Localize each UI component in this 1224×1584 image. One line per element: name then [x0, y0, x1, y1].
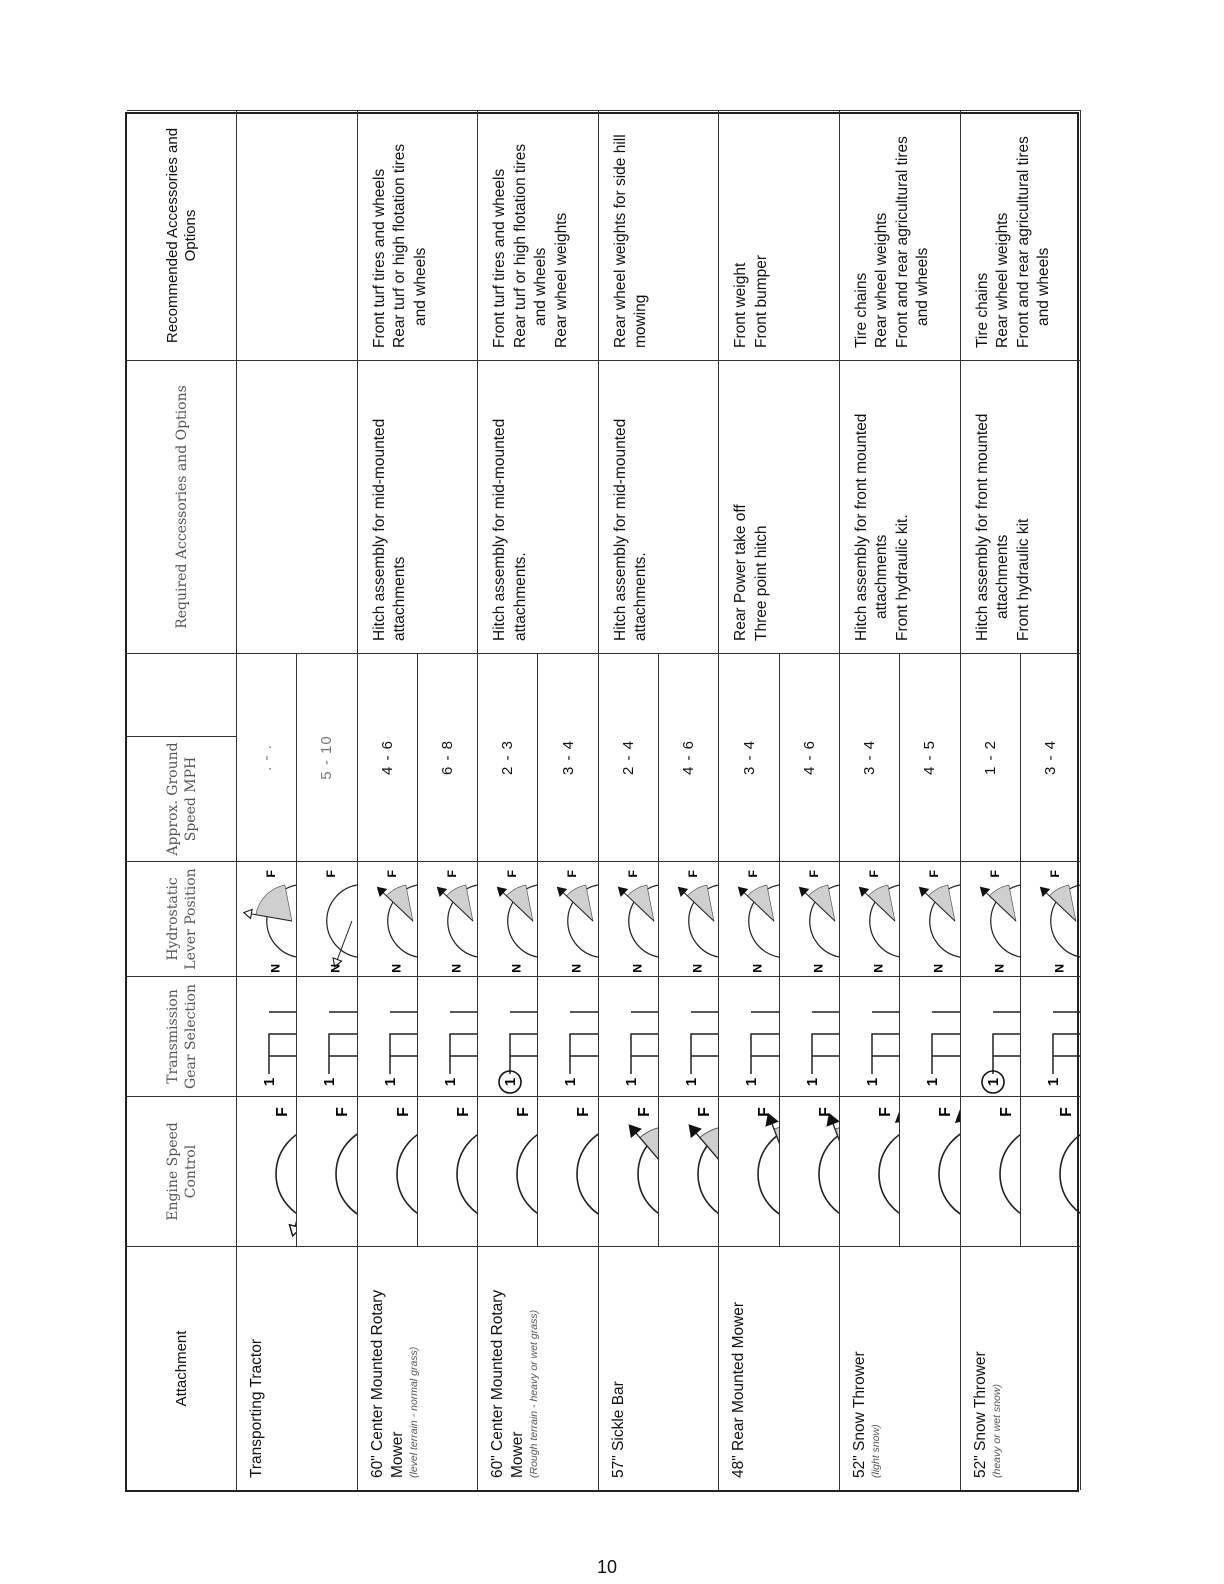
recommended-item: Rear wheel weights for side hill — [611, 134, 629, 348]
hydro-shaded-range — [386, 885, 413, 921]
hydro-gauge-svg — [599, 863, 659, 976]
hydro-label-n: N — [509, 963, 524, 973]
attachment-name-cell — [237, 1246, 358, 1490]
ground-speed-cell: 3 - 4 — [1021, 653, 1081, 861]
header-hydrostatic: Hydrostatic Lever Position — [127, 861, 237, 976]
gear-1-label: 1 — [441, 1077, 459, 1087]
engine-arc — [517, 1127, 538, 1222]
hydro-gauge-svg — [418, 863, 478, 976]
hydro-lever — [338, 921, 353, 960]
engine-arc — [939, 1127, 960, 1222]
gear-selection-diagram — [659, 976, 719, 1096]
engine-speed-diagram — [961, 1096, 1021, 1246]
engine-gauge-svg — [900, 1098, 960, 1246]
hydro-label-f: F — [445, 870, 460, 878]
engine-arc — [457, 1127, 478, 1222]
engine-arc — [879, 1127, 900, 1222]
engine-label-f: F — [696, 1107, 714, 1117]
hydrostatic-lever-diagram — [297, 861, 357, 976]
hydrostatic-lever-diagram — [418, 861, 478, 976]
gear-pattern-lines — [329, 1012, 357, 1074]
engine-speed-diagram — [237, 1096, 297, 1246]
hydro-gauge-svg — [358, 863, 418, 976]
engine-label-f: F — [876, 1107, 894, 1117]
ground-speed-cell: 3 - 4 — [840, 653, 900, 861]
gear-selection-diagram — [538, 976, 598, 1096]
recommended-item: Front and rear agricultural tires — [1014, 136, 1032, 348]
recommended-item: Front bumper — [752, 254, 770, 348]
gear-selection-diagram — [297, 976, 357, 1096]
recommended-item: Rear wheel weights — [552, 212, 570, 348]
gear-1-label: 1 — [321, 1077, 339, 1087]
hydrostatic-lever-diagram — [599, 861, 659, 976]
hydro-gauge-svg — [237, 863, 297, 976]
attachment-name: 48" Rear Mounted Mower — [730, 1301, 748, 1478]
hydro-label-f: F — [746, 870, 761, 878]
engine-gauge-svg — [780, 1098, 840, 1246]
hydrostatic-lever-diagram — [659, 861, 719, 976]
recommended-item: Tire chains — [852, 272, 870, 348]
engine-speed-diagram — [538, 1096, 598, 1246]
hydro-shaded-range — [989, 885, 1016, 921]
gear-selection-diagram — [1021, 976, 1081, 1096]
attachment-name: Transporting Tractor — [248, 1339, 265, 1478]
hydro-gauge-svg — [297, 863, 357, 976]
engine-gauge-svg — [599, 1098, 659, 1246]
recommended-accessories-cell — [719, 110, 840, 360]
gear-1-label: 1 — [924, 1077, 942, 1087]
hydrostatic-lever-diagram — [780, 861, 840, 976]
gear-1-label: 1 — [803, 1077, 821, 1087]
hydro-label-n: N — [268, 963, 283, 973]
gear-selection-diagram — [780, 976, 840, 1096]
recommended-accessories-cell — [599, 110, 720, 360]
hydrostatic-lever-diagram — [719, 861, 779, 976]
required-item: Front hydraulic kit — [1014, 518, 1032, 641]
attachment-name: 60" Center Mounted Rotary Mower — [368, 1289, 406, 1478]
hydro-label-n: N — [328, 963, 343, 973]
gear-shift-pattern-svg — [900, 978, 960, 1096]
hydro-label-n: N — [931, 963, 946, 973]
gear-1-label: 1 — [622, 1077, 640, 1087]
hydro-shaded-range — [868, 885, 895, 921]
hydro-shaded-range — [929, 885, 956, 921]
required-item: attachments — [391, 556, 409, 641]
hydro-shaded-range — [748, 885, 775, 921]
attachment-name-cell — [599, 1246, 720, 1490]
hydro-gauge-svg — [478, 863, 538, 976]
attachment-note: (Rough terrain - heavy or wet grass) — [528, 1309, 541, 1478]
hydro-label-n: N — [811, 963, 826, 973]
engine-speed-diagram — [840, 1096, 900, 1246]
gear-pattern-lines — [570, 1012, 598, 1074]
ground-speed-cell: 2 - 4 — [599, 653, 659, 861]
gear-shift-pattern-svg — [297, 978, 357, 1096]
hydro-lever-knob-icon — [244, 909, 252, 918]
gear-pattern-lines — [932, 1012, 960, 1074]
gear-shift-pattern-svg — [478, 978, 538, 1096]
ground-speed-cell: . - . — [237, 653, 297, 861]
ground-speed-cell: 5 - 10 — [297, 653, 357, 861]
hydro-shaded-range — [627, 885, 654, 921]
attachment-name: 52" Snow Thrower — [971, 1351, 989, 1478]
engine-gauge-svg — [1021, 1098, 1081, 1246]
recommended-item: and wheels — [411, 247, 429, 326]
engine-gauge-svg — [538, 1098, 598, 1246]
engine-gauge-svg — [418, 1098, 478, 1246]
engine-lever-knob-icon — [629, 1125, 640, 1137]
gear-selection-diagram — [237, 976, 297, 1096]
recommended-accessories-cell — [478, 110, 599, 360]
recommended-item: and wheels — [1035, 247, 1053, 326]
ground-speed-cell: 1 - 2 — [961, 653, 1021, 861]
attachment-note: (heavy or wet snow) — [990, 1384, 1003, 1478]
hydro-shaded-range — [808, 885, 835, 921]
gear-selection-diagram — [478, 976, 538, 1096]
gear-pattern-lines — [691, 1012, 719, 1074]
hydrostatic-lever-diagram — [1021, 861, 1081, 976]
required-item: attachments. — [632, 552, 650, 641]
hydro-label-n: N — [570, 963, 585, 973]
gear-shift-pattern-svg — [538, 978, 598, 1096]
header-required: Required Accessories and Options — [127, 360, 237, 653]
gear-pattern-lines — [510, 1012, 538, 1074]
required-item: attachments — [994, 534, 1012, 619]
engine-gauge-svg — [478, 1098, 538, 1246]
hydrostatic-lever-diagram — [478, 861, 538, 976]
engine-label-f: F — [635, 1107, 653, 1117]
engine-label-f: F — [756, 1107, 774, 1117]
gear-shift-pattern-svg — [237, 978, 297, 1096]
gear-pattern-lines — [450, 1012, 478, 1074]
header-transmission: Transmission Gear Selection — [127, 976, 237, 1096]
engine-gauge-svg — [358, 1098, 418, 1246]
recommended-item: Tire chains — [973, 272, 991, 348]
hydro-shaded-range — [446, 885, 473, 921]
recommended-accessories-cell — [961, 110, 1082, 360]
engine-arc — [276, 1127, 297, 1222]
hydro-gauge-svg — [719, 863, 779, 976]
gear-pattern-lines — [1053, 1012, 1081, 1074]
gear-pattern-lines — [269, 1012, 297, 1074]
attachment-name: 60" Center Mounted Rotary Mower — [489, 1289, 527, 1478]
gear-pattern-lines — [812, 1012, 840, 1074]
attachment-name-cell — [719, 1246, 840, 1490]
engine-label-f: F — [394, 1107, 412, 1117]
gear-shift-pattern-svg — [961, 978, 1021, 1096]
engine-speed-diagram — [599, 1096, 659, 1246]
engine-speed-diagram — [1021, 1096, 1081, 1246]
engine-gauge-svg — [961, 1098, 1021, 1246]
required-item: Hitch assembly for mid-mounted — [491, 418, 509, 641]
engine-speed-diagram — [478, 1096, 538, 1246]
engine-arc — [397, 1127, 418, 1222]
required-item: Hitch assembly for mid-mounted — [370, 418, 388, 641]
engine-speed-diagram — [418, 1096, 478, 1246]
recommended-item: Rear wheel weights — [994, 212, 1012, 348]
ground-speed-cell: 3 - 4 — [538, 653, 598, 861]
hydro-label-f: F — [806, 870, 821, 878]
rotated-table-wrapper — [125, 112, 1079, 1492]
engine-label-f: F — [515, 1107, 533, 1117]
hydro-label-n: N — [389, 963, 404, 973]
gear-selection-diagram — [900, 976, 960, 1096]
engine-gauge-svg — [840, 1098, 900, 1246]
header-attachment: Attachment — [127, 1246, 237, 1490]
required-accessories-cell — [719, 360, 840, 653]
hydrostatic-lever-diagram — [538, 861, 598, 976]
required-item: Hitch assembly for mid-mounted — [611, 418, 629, 641]
gear-pattern-lines — [751, 1012, 779, 1074]
hydro-gauge-svg — [900, 863, 960, 976]
required-item: Three point hitch — [752, 525, 770, 641]
required-accessories-cell — [599, 360, 720, 653]
engine-arc — [1060, 1127, 1081, 1222]
recommended-item: mowing — [632, 294, 650, 348]
required-accessories-cell — [840, 360, 961, 653]
engine-arc — [758, 1127, 779, 1222]
hydro-label-f: F — [565, 870, 580, 878]
recommended-accessories-cell — [237, 110, 358, 360]
hydro-shaded-range — [687, 885, 714, 921]
hydro-shaded-range — [1049, 885, 1076, 921]
gear-1-label: 1 — [683, 1077, 701, 1087]
engine-arc — [819, 1127, 840, 1222]
engine-gauge-svg — [719, 1098, 779, 1246]
page-number: 10 — [597, 1557, 618, 1577]
attachment-name-cell — [478, 1246, 599, 1490]
gear-shift-pattern-svg — [659, 978, 719, 1096]
gear-selection-diagram — [961, 976, 1021, 1096]
gear-selection-diagram — [599, 976, 659, 1096]
attachment-name-cell — [840, 1246, 961, 1490]
engine-speed-diagram — [900, 1096, 960, 1246]
engine-arc — [578, 1127, 599, 1222]
engine-shaded-range — [640, 1127, 659, 1174]
recommended-item: Rear turf or high flotation tires — [511, 143, 529, 348]
required-item: Front hydraulic kit. — [893, 514, 911, 641]
gear-pattern-lines — [872, 1012, 900, 1074]
required-item: Rear Power take off — [732, 504, 750, 641]
engine-label-f: F — [334, 1107, 352, 1117]
hydro-label-f: F — [686, 870, 701, 878]
engine-speed-diagram — [297, 1096, 357, 1246]
hydro-shaded-range — [507, 885, 534, 921]
engine-gauge-svg — [659, 1098, 719, 1246]
gear-shift-pattern-svg — [1021, 978, 1081, 1096]
recommended-item: Front turf tires and wheels — [370, 168, 388, 348]
gear-1-label: 1 — [261, 1077, 278, 1087]
hydrostatic-lever-diagram — [358, 861, 418, 976]
engine-label-f: F — [816, 1107, 834, 1117]
gear-selection-diagram — [840, 976, 900, 1096]
required-accessories-cell — [961, 360, 1082, 653]
recommended-item: Front and rear agricultural tires — [893, 136, 911, 348]
gear-pattern-lines — [390, 1012, 418, 1074]
gear-1-label: 1 — [562, 1077, 580, 1087]
ground-speed-cell: 4 - 5 — [900, 653, 960, 861]
engine-speed-diagram — [780, 1096, 840, 1246]
gear-shift-pattern-svg — [599, 978, 659, 1096]
required-item: attachments. — [511, 552, 529, 641]
gear-shift-pattern-svg — [358, 978, 418, 1096]
engine-label-f: F — [1057, 1107, 1075, 1117]
hydro-shaded-range — [567, 885, 594, 921]
required-item: attachments — [873, 534, 891, 619]
hydro-label-f: F — [505, 870, 520, 878]
engine-arc — [1000, 1127, 1021, 1222]
gear-shift-pattern-svg — [418, 978, 478, 1096]
gear-1-label: 1 — [502, 1077, 520, 1087]
engine-shaded-range — [700, 1127, 719, 1174]
gear-1-label: 1 — [743, 1077, 761, 1087]
recommended-item: Front turf tires and wheels — [491, 168, 509, 348]
gear-selection-diagram — [418, 976, 478, 1096]
hydro-gauge-svg — [780, 863, 840, 976]
recommended-accessories-cell — [840, 110, 961, 360]
ground-speed-cell: 4 - 6 — [358, 653, 418, 861]
hydro-label-n: N — [630, 963, 645, 973]
gear-shift-pattern-svg — [840, 978, 900, 1096]
engine-gauge-svg — [297, 1098, 357, 1246]
hydrostatic-lever-diagram — [900, 861, 960, 976]
engine-label-f: F — [937, 1107, 955, 1117]
engine-lever-knob-icon — [690, 1125, 701, 1137]
hydro-label-n: N — [871, 963, 886, 973]
engine-label-f: F — [997, 1107, 1015, 1117]
engine-gauge-svg — [237, 1098, 297, 1246]
gear-shift-pattern-svg — [719, 978, 779, 1096]
engine-speed-diagram — [659, 1096, 719, 1246]
hydro-label-n: N — [449, 963, 464, 973]
ground-speed-cell: 4 - 6 — [780, 653, 840, 861]
required-accessories-cell — [237, 360, 358, 653]
hydro-label-f: F — [1047, 870, 1062, 878]
engine-label-f: F — [575, 1107, 593, 1117]
engine-speed-diagram — [719, 1096, 779, 1246]
gear-shift-pattern-svg — [780, 978, 840, 1096]
recommended-item: Rear turf or high flotation tires — [391, 143, 409, 348]
attachment-name-cell — [961, 1246, 1082, 1490]
ground-speed-cell: 4 - 6 — [659, 653, 719, 861]
recommended-item: Front weight — [732, 262, 750, 348]
hydrostatic-lever-diagram — [237, 861, 297, 976]
hydro-label-n: N — [992, 963, 1007, 973]
gear-1-label: 1 — [1044, 1077, 1062, 1087]
hydro-label-f: F — [987, 870, 1002, 878]
attachment-note: (level terrain - normal grass) — [407, 1346, 420, 1478]
attachment-operating-table — [125, 112, 1079, 1492]
hydrostatic-lever-diagram — [961, 861, 1021, 976]
gear-selection-diagram — [358, 976, 418, 1096]
header-ground-speed-2 — [127, 653, 237, 736]
hydro-label-f: F — [384, 870, 399, 878]
gear-pattern-lines — [631, 1012, 659, 1074]
hydro-label-n: N — [690, 963, 705, 973]
required-item: Hitch assembly for front mounted — [852, 413, 870, 641]
recommended-accessories-cell — [358, 110, 479, 360]
hydro-label-f: F — [324, 870, 339, 878]
attachment-name-cell — [358, 1246, 479, 1490]
header-engine-speed: Engine Speed Control — [127, 1096, 237, 1246]
hydrostatic-lever-diagram — [840, 861, 900, 976]
required-accessories-cell — [358, 360, 479, 653]
ground-speed-cell: 2 - 3 — [478, 653, 538, 861]
gear-selection-diagram — [719, 976, 779, 1096]
required-accessories-cell — [478, 360, 599, 653]
hydro-gauge-svg — [840, 863, 900, 976]
hydro-gauge-svg — [1021, 863, 1081, 976]
hydro-label-n: N — [751, 963, 766, 973]
recommended-item: and wheels — [914, 247, 932, 326]
attachment-name: 52" Snow Thrower — [850, 1351, 868, 1478]
hydro-label-f: F — [264, 870, 279, 878]
gear-1-label: 1 — [381, 1077, 399, 1087]
header-recommended: Recommended Accessories and Options — [127, 110, 237, 360]
gear-1-label: 1 — [984, 1077, 1002, 1087]
hydro-label-f: F — [867, 870, 882, 878]
hydro-label-n: N — [1052, 963, 1067, 973]
engine-arc — [336, 1127, 357, 1222]
hydro-gauge-svg — [961, 863, 1021, 976]
engine-label-f: F — [274, 1107, 291, 1117]
hydro-gauge-svg — [659, 863, 719, 976]
ground-speed-cell: 6 - 8 — [418, 653, 478, 861]
engine-speed-diagram — [358, 1096, 418, 1246]
hydro-label-f: F — [625, 870, 640, 878]
engine-lever-knob-icon — [289, 1225, 297, 1236]
attachment-note: (light snow) — [869, 1424, 882, 1478]
gear-pattern-lines — [993, 1012, 1021, 1074]
required-item: Hitch assembly for front mounted — [973, 413, 991, 641]
engine-label-f: F — [454, 1107, 472, 1117]
attachment-name: 57" Sickle Bar — [609, 1381, 627, 1478]
ground-speed-cell: 3 - 4 — [719, 653, 779, 861]
hydro-gauge-svg — [538, 863, 598, 976]
recommended-item: and wheels — [532, 247, 550, 326]
recommended-item: Rear wheel weights — [873, 212, 891, 348]
header-ground-speed: Approx. Ground Speed MPH — [127, 736, 237, 861]
gear-1-label: 1 — [863, 1077, 881, 1087]
hydro-label-f: F — [927, 870, 942, 878]
